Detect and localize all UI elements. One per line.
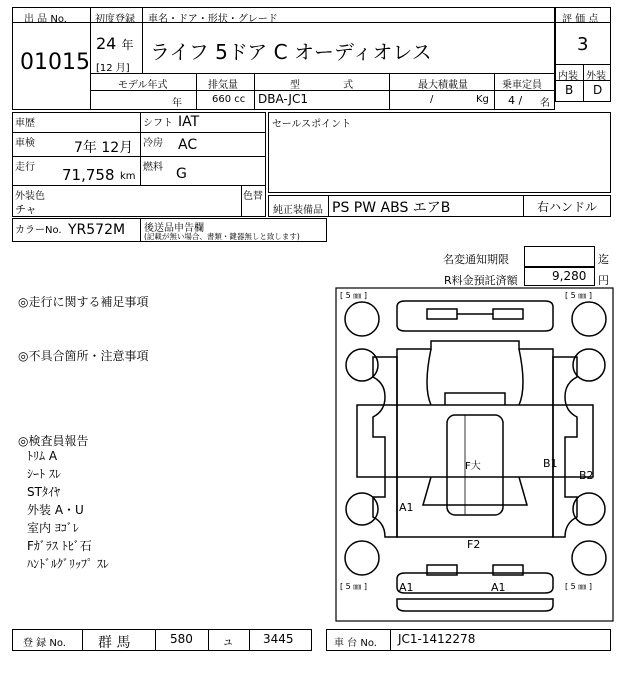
wheel-top-right <box>572 302 606 336</box>
shift-label: シフト <box>143 118 173 129</box>
capacity-unit: 名 <box>540 98 550 109</box>
inspector-item: ﾊﾝﾄﾞﾙｸﾞﾘｯﾌﾟ ｽﾚ <box>27 557 109 571</box>
recycle-unit: 円 <box>598 274 609 287</box>
fuel-value: G <box>176 166 187 182</box>
name-change-box <box>524 246 595 267</box>
max-load-value: / <box>430 94 434 105</box>
inspector-item: 外装 A・U <box>27 503 84 517</box>
score-label: 評 価 点 <box>562 14 599 25</box>
lot-number: 01015 <box>20 50 90 75</box>
inspector-item: Fｶﾞﾗｽ ﾄﾋﾞ石 <box>27 539 92 553</box>
rear-bumper-view <box>397 565 553 611</box>
interior-label: 内装 <box>558 71 578 82</box>
first-reg-month: [12 月] <box>96 63 130 74</box>
recycle-label: R料金預託済額 <box>444 274 518 287</box>
color-label: 外装色 <box>15 191 45 202</box>
wheel-spare-bottom-right <box>573 493 605 525</box>
tire-depth-top-right: [ 5 ㎜ ] <box>565 291 592 300</box>
tire-depth-top-left: [ 5 ㎜ ] <box>340 291 367 300</box>
first-reg-year: 24 年 <box>96 34 134 53</box>
lot-label: 出 品 No. <box>24 14 67 25</box>
name-change-unit: 迄 <box>598 253 609 266</box>
chassis-label: 車 台 No. <box>334 638 377 649</box>
max-load-unit: Kg <box>476 94 489 105</box>
name-change-label: 名変通知期限 <box>443 253 509 266</box>
damage-mark-f2: F2 <box>467 538 481 551</box>
damage-mark-a1-left: A1 <box>399 501 414 514</box>
post-doc-note: (記載が無い場合、書類・鍵器無しと致します) <box>144 232 300 241</box>
inspector-item: 室内 ﾖｺﾞﾚ <box>27 521 79 535</box>
sales-point-label: セールスポイント <box>272 119 352 130</box>
inspector-item: ﾄﾘﾑ A <box>27 449 58 463</box>
registration-label: 登 録 No. <box>23 638 66 649</box>
color-no-value: YR572M <box>68 222 126 238</box>
damage-mark-a1-bottom-left: A1 <box>399 581 414 594</box>
body-outline <box>357 341 593 537</box>
info-box <box>12 112 266 217</box>
car-damage-diagram <box>335 287 615 623</box>
steering-value: 右ハンドル <box>537 200 598 214</box>
history-label: 車歴 <box>15 118 35 129</box>
tire-depth-bottom-right: [ 5 ㎜ ] <box>565 582 592 591</box>
recycle-value: 9,280 <box>552 269 587 283</box>
repaint-label: 色替 <box>243 191 263 202</box>
mileage-label: 走行 <box>15 162 35 173</box>
ac-value: AC <box>178 137 198 153</box>
damage-mark-b1: B1 <box>543 457 558 470</box>
wheel-top-left <box>345 302 379 336</box>
left-side-profile <box>373 357 397 537</box>
shift-value: IAT <box>178 114 200 130</box>
equipment-label: 純正装備品 <box>273 205 323 216</box>
type-label: 型 式 <box>290 80 354 91</box>
max-load-label: 最大積載量 <box>418 80 468 91</box>
registration-class: 580 <box>170 632 193 646</box>
damage-mark-hood: F大 <box>465 461 481 472</box>
car-name: ライフ 5ドア C オーディオレス <box>150 40 432 64</box>
fuel-label: 燃料 <box>143 162 163 173</box>
mileage-unit: km <box>120 171 136 182</box>
defects-title: ◎不具合箇所・注意事項 <box>18 349 149 363</box>
interior-grade: B <box>565 83 574 97</box>
chassis-value: JC1-1412278 <box>398 632 476 646</box>
exterior-grade: D <box>593 83 603 97</box>
first-reg-label: 初度登録 <box>95 14 135 25</box>
wheel-bottom-left <box>345 541 379 575</box>
model-year-unit: 年 <box>172 98 182 109</box>
model-year-label: モデル年式 <box>118 80 168 91</box>
displacement-label: 排気量 <box>208 80 238 91</box>
registration-number: 3445 <box>263 632 294 646</box>
inspector-title: ◎検査員報告 <box>18 434 89 448</box>
color-value: チャ <box>15 203 37 216</box>
registration-kana: ュ <box>222 634 235 648</box>
registration-region: 群 馬 <box>98 635 131 651</box>
equipment-value: PS PW ABS エアB <box>332 200 451 216</box>
inspector-item: STﾀｲﾔ <box>27 485 60 499</box>
score-value: 3 <box>577 34 589 55</box>
capacity-value: 4 / <box>508 94 523 107</box>
displacement-value: 660 cc <box>212 94 246 105</box>
driving-notes-title: ◎走行に関する補足事項 <box>18 295 149 309</box>
mileage-value: 71,758 <box>62 166 115 184</box>
inspector-item: ｼｰﾄ ｽﾚ <box>27 467 61 481</box>
wheel-spare-top-right <box>573 349 605 381</box>
wheel-bottom-right <box>572 541 606 575</box>
color-no-label: カラーNo. <box>15 225 62 236</box>
capacity-label: 乗車定員 <box>502 80 542 91</box>
tire-depth-bottom-left: [ 5 ㎜ ] <box>340 582 367 591</box>
car-label: 車名・ドア・形状・グレード <box>148 14 278 25</box>
damage-mark-a1-bottom-right: A1 <box>491 581 506 594</box>
diagram-frame <box>336 288 613 621</box>
type-value: DBA-JC1 <box>258 92 308 106</box>
inspection-value: 7年 12月 <box>74 140 134 156</box>
ac-label: 冷房 <box>143 138 163 149</box>
front-bumper-view <box>397 301 553 331</box>
exterior-label: 外装 <box>586 71 606 82</box>
inspection-label: 車検 <box>15 138 35 149</box>
damage-mark-b2: B2 <box>579 469 594 482</box>
post-doc-label: 後送品申告欄 <box>144 223 204 234</box>
